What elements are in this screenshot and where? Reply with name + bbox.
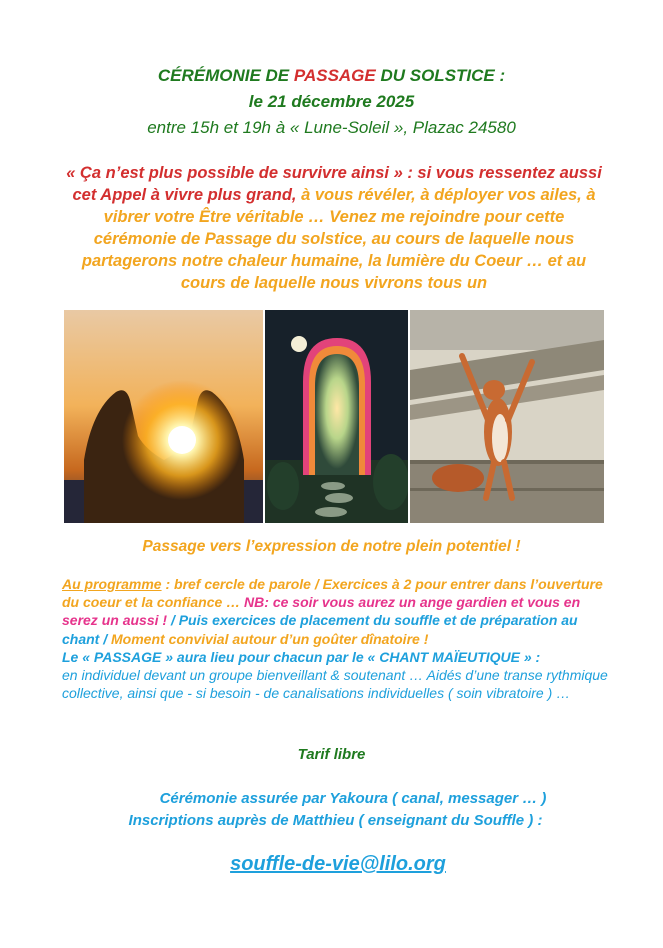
passage-text-e: » :: [519, 648, 541, 665]
program-part-3: Moment convivial autour d’un goûter dînatoire !: [111, 630, 429, 647]
tarif-label: Tarif libre: [297, 746, 366, 763]
squirrel-arms-raised-icon: [410, 310, 604, 523]
hands-sun-icon: [64, 310, 263, 523]
email-link[interactable]: souffle-de-vie@lilo.org: [230, 853, 446, 875]
ceremony-assured-by: Cérémonie assurée par Yakoura ( canal, messager … ): [159, 790, 547, 807]
intro-red-text: « Ça n’est plus possible de survivre ainsi » : si vous ressentez aussi cet Appel à vivre plus grand,: [66, 164, 602, 204]
photo-hands-sun: [64, 310, 263, 523]
passage-text-d: CHANT MAÏEUTIQUE: [379, 648, 520, 665]
program-label: Au programme: [62, 576, 162, 592]
passage-description: en individuel devant un groupe bienveillant & soutenant … Aidés d’une transe rythmique collective, ainsi que - si besoin - de canalisations individuelles ( soin vibratoire ) …: [62, 667, 608, 702]
title-part-1: CÉRÉMONIE DE: [157, 66, 294, 85]
intro-orange-text: à vous révéler, à déployer vos ailes, à vibrer votre Être véritable … Venez me rejoindre pour cette cérémonie de Passage du solstice, au cours de laquelle nous partagerons notre chaleur humaine, la lumière du Coeur … et au cours de laquelle nous vivrons tous un: [81, 186, 596, 292]
program-section: [62, 575, 614, 702]
intro-paragraph: [64, 162, 604, 294]
ceremony-time-place: entre 15h et 19h à « Lune-Soleil », Plazac 24580: [147, 118, 516, 137]
program-nb: NB: ce soir vous aurez un ange gardien et vous en serez un aussi !: [62, 594, 581, 629]
title-part-3: DU SOLSTICE :: [375, 66, 506, 85]
photo-squirrel: [410, 310, 604, 523]
inscriptions-info: Inscriptions auprès de Matthieu ( enseignant du Souffle ) :: [128, 812, 543, 829]
title-part-2: PASSAGE: [293, 66, 376, 85]
passage-text-b: PASSAGE: [93, 648, 162, 665]
passage-text-a: Le «: [62, 648, 94, 665]
glowing-portal-icon: [265, 310, 408, 523]
photo-glowing-portal: [265, 310, 408, 523]
program-part-2: Puis exercices de placement du souffle et de préparation au chant /: [62, 612, 578, 647]
program-part-1: : bref cercle de parole / Exercices à 2 pour entrer dans l’ouverture du coeur et la confiance …: [62, 576, 603, 611]
ceremony-title: [0, 66, 663, 86]
ceremony-date: le 21 décembre 2025: [248, 92, 415, 111]
passage-text-c: » aura lieu pour chacun par le «: [161, 648, 380, 665]
program-separator: /: [170, 612, 179, 629]
email-line: [0, 853, 663, 876]
photo-caption: Passage vers l’expression de notre plein potentiel !: [142, 538, 521, 555]
